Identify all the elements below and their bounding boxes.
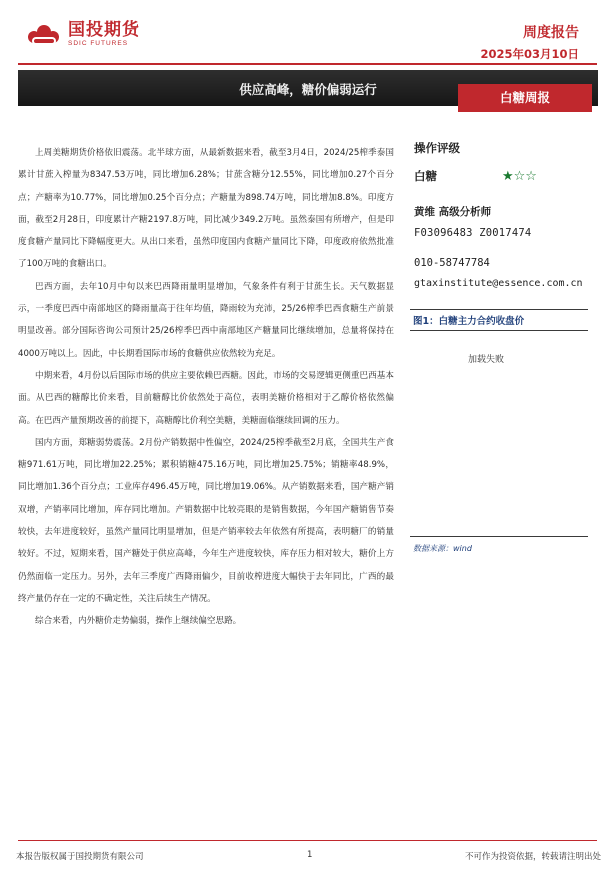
report-body <box>18 142 394 633</box>
report-type: 周度报告 <box>523 25 579 41</box>
rating-title: 操作评级 <box>414 141 460 155</box>
body-paragraph: 巴西方面，去年10月中旬以来巴西降雨量明显增加，气象条件有利于甘蔗生长。天气数据显示，一季度巴西中南部地区的降雨量高于往年均值，降雨较为充沛，25/26榨季巴西食糖生产前景明显改善。部分国际咨询公司预计25/26榨季巴西中南部地区产糖量同比继续增加，总量将保持在4000万吨以上。因此，中长期看国际市场的食糖供应依然较为充足。 <box>18 281 394 359</box>
body-paragraph: 国内方面，郑糖弱势震荡。2月份产销数据中性偏空，2024/25榨季截至2月底，全国共生产食糖971.61万吨，同比增加22.25%；累积销糖475.16万吨，同比增加25.75%；销糖率48.9%，同比增加1.36个百分点；工业库存496.45万吨，同比增加19.06%。从产销数据来看，国产糖产销双增，产销率同比增加，库存同比增加。产销数据中比较亮眼的是销售数据，今年国产糖销售节奏较快，去年进度较好，虽然产量同比明显增加，但是产销率较去年依然有所提高，表明糖厂的销量较好。不过，短期来看，国产糖处于供应高峰，今年生产进度较快，库存压力相对较大，糖价上方仍然面临一定压力。另外，去年三季度广西降雨偏少，目前收榨进度大幅快于去年同比，广西的最终产量仍存在一定的不确定性，关注后续生产情况。 <box>18 437 394 604</box>
page-number: 1 <box>307 850 313 860</box>
logo-name-en: SDIC FUTURES <box>68 40 129 47</box>
figure-title-rule <box>410 330 588 331</box>
logo-mark-icon <box>28 23 62 47</box>
analyst-name: 黄维 高级分析师 <box>414 206 492 218</box>
figure-bottom-rule <box>410 536 588 537</box>
figure-top-rule <box>410 309 588 310</box>
section-tab: 白糖周报 <box>458 84 592 112</box>
rating-row <box>414 168 609 184</box>
footer-divider <box>18 840 597 841</box>
company-logo <box>28 22 140 48</box>
figure-load-failed: 加载失败 <box>468 355 505 365</box>
body-paragraph: 综合来看，内外糖价走势偏弱，操作上继续偏空思路。 <box>35 616 242 627</box>
body-paragraph: 上周美糖期货价格依旧震荡。北半球方面，从最新数据来看，截至3月4日，2024/25榨季泰国累计甘蔗入榨量为8347.53万吨，同比增加6.28%；甘蔗含糖分12.55%，同比增加0.27个百分点；产糖率为10.77%，同比增加0.25个百分点；产糖量为898.74万吨，同比增加8.8%。印度方面，截至2月28日，印度累计产糖2197.8万吨，同比减少349.2万吨。虽然泰国有所增产，但是印度食糖产量同比下降幅度更大。从出口来看，虽然印度国内食糖产量同比下降，印度政府依然批准了100万吨的食糖出口。 <box>18 148 394 270</box>
analyst-cert: F03096483 Z0017474 <box>414 227 532 239</box>
contact-email[interactable]: gtaxinstitute@essence.com.cn <box>414 278 583 289</box>
rating-commodity: 白糖 <box>414 169 437 183</box>
report-title: 供应高峰，糖价偏弱运行 <box>239 82 377 97</box>
figure-title: 图1：白糖主力合约收盘价 <box>413 316 525 327</box>
body-paragraph: 中期来看，4月份以后国际市场的供应主要依赖巴西糖。因此，市场的交易逻辑更侧重巴西基本面。从巴西的糖醇比价来看，目前糖醇比价依然处于高位，表明美糖价格相对于乙醇价格依然偏高。在巴西产量预期改善的前提下，高糖醇比价利空美糖，美糖面临继续回调的压力。 <box>18 370 394 426</box>
footer-disclaimer: 不可作为投资依据，转载请注明出处 <box>464 852 601 862</box>
sidebar <box>414 140 609 289</box>
rating-stars-icon: ★☆☆ <box>502 168 537 184</box>
data-source: 数据来源：wind <box>413 544 472 553</box>
contact-phone: 010-58747784 <box>414 257 490 269</box>
report-date: 2025年03月10日 <box>480 47 579 61</box>
logo-name-cn: 国投期货 <box>68 20 140 40</box>
footer-copyright: 本报告版权属于国投期货有限公司 <box>16 852 144 862</box>
header-divider <box>18 63 597 65</box>
